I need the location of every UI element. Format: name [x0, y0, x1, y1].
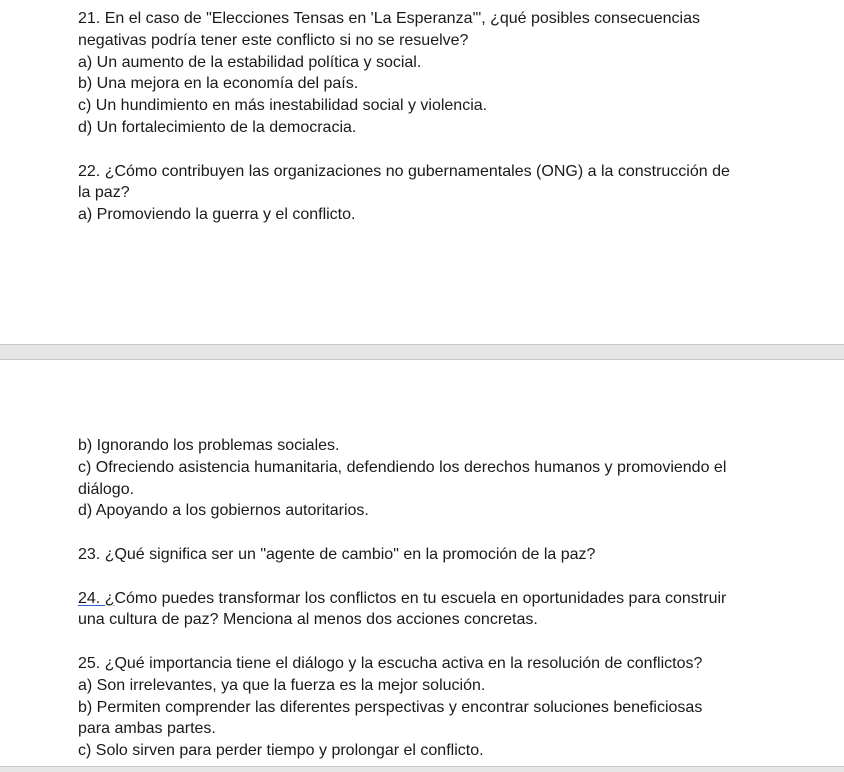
- blank-line: [78, 139, 768, 161]
- question-23-line-1: 23. ¿Qué significa ser un "agente de cambio" en la promoción de la paz?: [78, 545, 596, 563]
- question-24-number: 24. ¿: [78, 589, 115, 607]
- question-22-option-a: a) Promoviendo la guerra y el conflicto.: [78, 206, 356, 224]
- question-24-line-1-text: Cómo puedes transformar los conflictos en tu escuela en oportunidades para construir: [114, 589, 727, 607]
- question-25-option-b-line-2: para ambas partes.: [78, 720, 216, 738]
- page-break-gap: [0, 344, 844, 360]
- page-2-text: [78, 435, 768, 762]
- question-25-option-c: c) Solo sirven para perder tiempo y prolongar el conflicto.: [78, 742, 484, 760]
- question-21-line-1: 21. En el caso de "Elecciones Tensas en 'La Esperanza'", ¿qué posibles consecuencias: [78, 10, 700, 27]
- question-24-line-1: [78, 588, 768, 610]
- question-21-option-a: a) Un aumento de la estabilidad política y social.: [78, 53, 422, 71]
- blank-line: [78, 566, 768, 588]
- document-page-2: [0, 360, 844, 766]
- blank-line: [78, 522, 768, 544]
- blank-line: [78, 631, 768, 653]
- question-22-option-c-line-1: c) Ofreciendo asistencia humanitaria, defendiendo los derechos humanos y promoviendo el: [78, 458, 727, 476]
- document-page-1: [0, 0, 844, 344]
- question-25-option-b-line-1: b) Permiten comprender las diferentes perspectivas y encontrar soluciones beneficiosas: [78, 698, 703, 716]
- question-21-line-2: negativas podría tener este conflicto si no se resuelve?: [78, 31, 469, 49]
- question-22-line-2: la paz?: [78, 184, 130, 202]
- page-bottom-edge: [0, 766, 844, 772]
- page-1-text: [78, 8, 768, 226]
- question-24-line-2: una cultura de paz? Menciona al menos dos acciones concretas.: [78, 611, 538, 629]
- question-21-option-d: d) Un fortalecimiento de la democracia.: [78, 118, 357, 136]
- question-25-option-a: a) Son irrelevantes, ya que la fuerza es la mejor solución.: [78, 676, 486, 694]
- question-22-line-1: 22. ¿Cómo contribuyen las organizaciones no gubernamentales (ONG) a la construcción de: [78, 162, 730, 180]
- question-21-option-b: b) Una mejora en la economía del país.: [78, 75, 359, 93]
- question-22-option-c-line-2: diálogo.: [78, 480, 135, 498]
- question-22-option-d: d) Apoyando a los gobiernos autoritarios.: [78, 502, 369, 520]
- question-22-option-b: b) Ignorando los problemas sociales.: [78, 437, 340, 454]
- question-21-option-c: c) Un hundimiento en más inestabilidad social y violencia.: [78, 97, 488, 115]
- question-25-line-1: 25. ¿Qué importancia tiene el diálogo y la escucha activa en la resolución de conflictos?: [78, 654, 703, 672]
